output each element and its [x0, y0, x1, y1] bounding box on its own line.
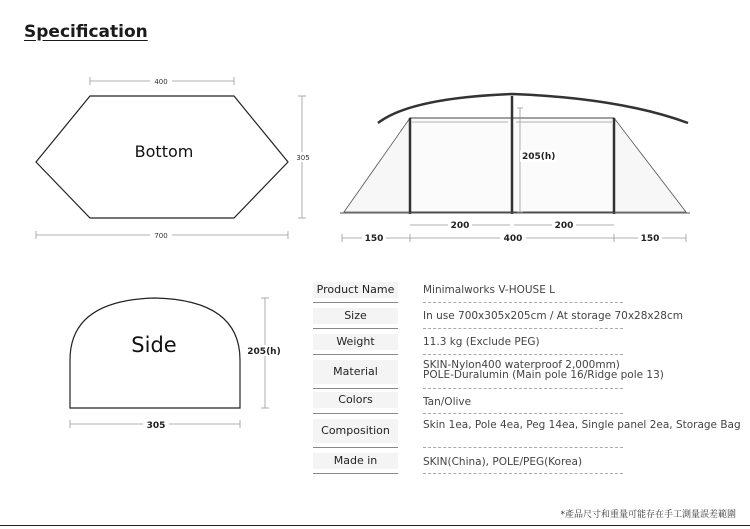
front-center-dim: 400: [503, 234, 523, 244]
spec-value: 11.3 kg (Exclude PEG): [423, 336, 540, 348]
bottom-length-dim: 700: [154, 232, 168, 240]
divider: [423, 328, 623, 329]
spec-value: Tan/Olive: [423, 396, 472, 408]
spec-value: Skin 1ea, Pole 4ea, Peg 14ea, Single panel 2ea, Storage Bag: [423, 419, 741, 431]
spec-label: Product Name: [313, 282, 398, 298]
spec-value: Minimalworks V-HOUSE L: [423, 284, 556, 296]
bottom-height-dim: 305: [296, 154, 310, 162]
front-inner-left-dim: 200: [450, 221, 470, 231]
divider: [423, 447, 623, 448]
divider: [313, 473, 398, 474]
divider: [423, 354, 623, 355]
front-inner-right-dim: 200: [554, 221, 574, 231]
divider: [313, 388, 398, 389]
front-height-label: 205(h): [522, 152, 556, 162]
spec-label: Size: [313, 308, 398, 324]
spec-value: SKIN(China), POLE/PEG(Korea): [423, 456, 583, 468]
divider: [423, 302, 623, 303]
divider: [423, 388, 623, 389]
spec-value: In use 700x305x205cm / At storage 70x28x28cm: [423, 310, 683, 322]
divider: [313, 413, 398, 414]
side-view-diagram: [70, 298, 282, 431]
spec-label: Composition: [313, 419, 398, 443]
front-view-diagram: [340, 94, 690, 244]
front-left-dim: 150: [364, 234, 384, 244]
spec-label: Weight: [313, 334, 398, 350]
spec-label: Colors: [313, 392, 398, 408]
bottom-label: Bottom: [134, 142, 194, 161]
page-title: Specification: [24, 22, 148, 42]
spec-value-line-1: SKIN-Nylon400 waterproof 2,000mm): [423, 359, 620, 371]
divider: [423, 473, 623, 474]
divider: [313, 447, 398, 448]
spec-label: Made in: [313, 453, 398, 469]
divider: [313, 354, 398, 355]
side-label: Side: [131, 333, 177, 357]
divider: [313, 328, 398, 329]
bottom-rule: [0, 525, 750, 526]
bottom-view-diagram: [36, 76, 312, 240]
spec-label: Material: [313, 360, 398, 384]
spec-value-line-2: POLE-Duralumin (Main pole 16/Ridge pole 13): [423, 369, 664, 381]
side-height-label: 205(h): [247, 347, 281, 357]
bottom-width-dim: 400: [154, 78, 168, 86]
side-width-dim: 305: [146, 421, 166, 431]
divider: [423, 413, 623, 414]
front-right-dim: 150: [640, 234, 660, 244]
measurement-note: *產品尺寸和重量可能存在手工測量誤差範圍: [560, 510, 736, 520]
divider: [313, 302, 398, 303]
